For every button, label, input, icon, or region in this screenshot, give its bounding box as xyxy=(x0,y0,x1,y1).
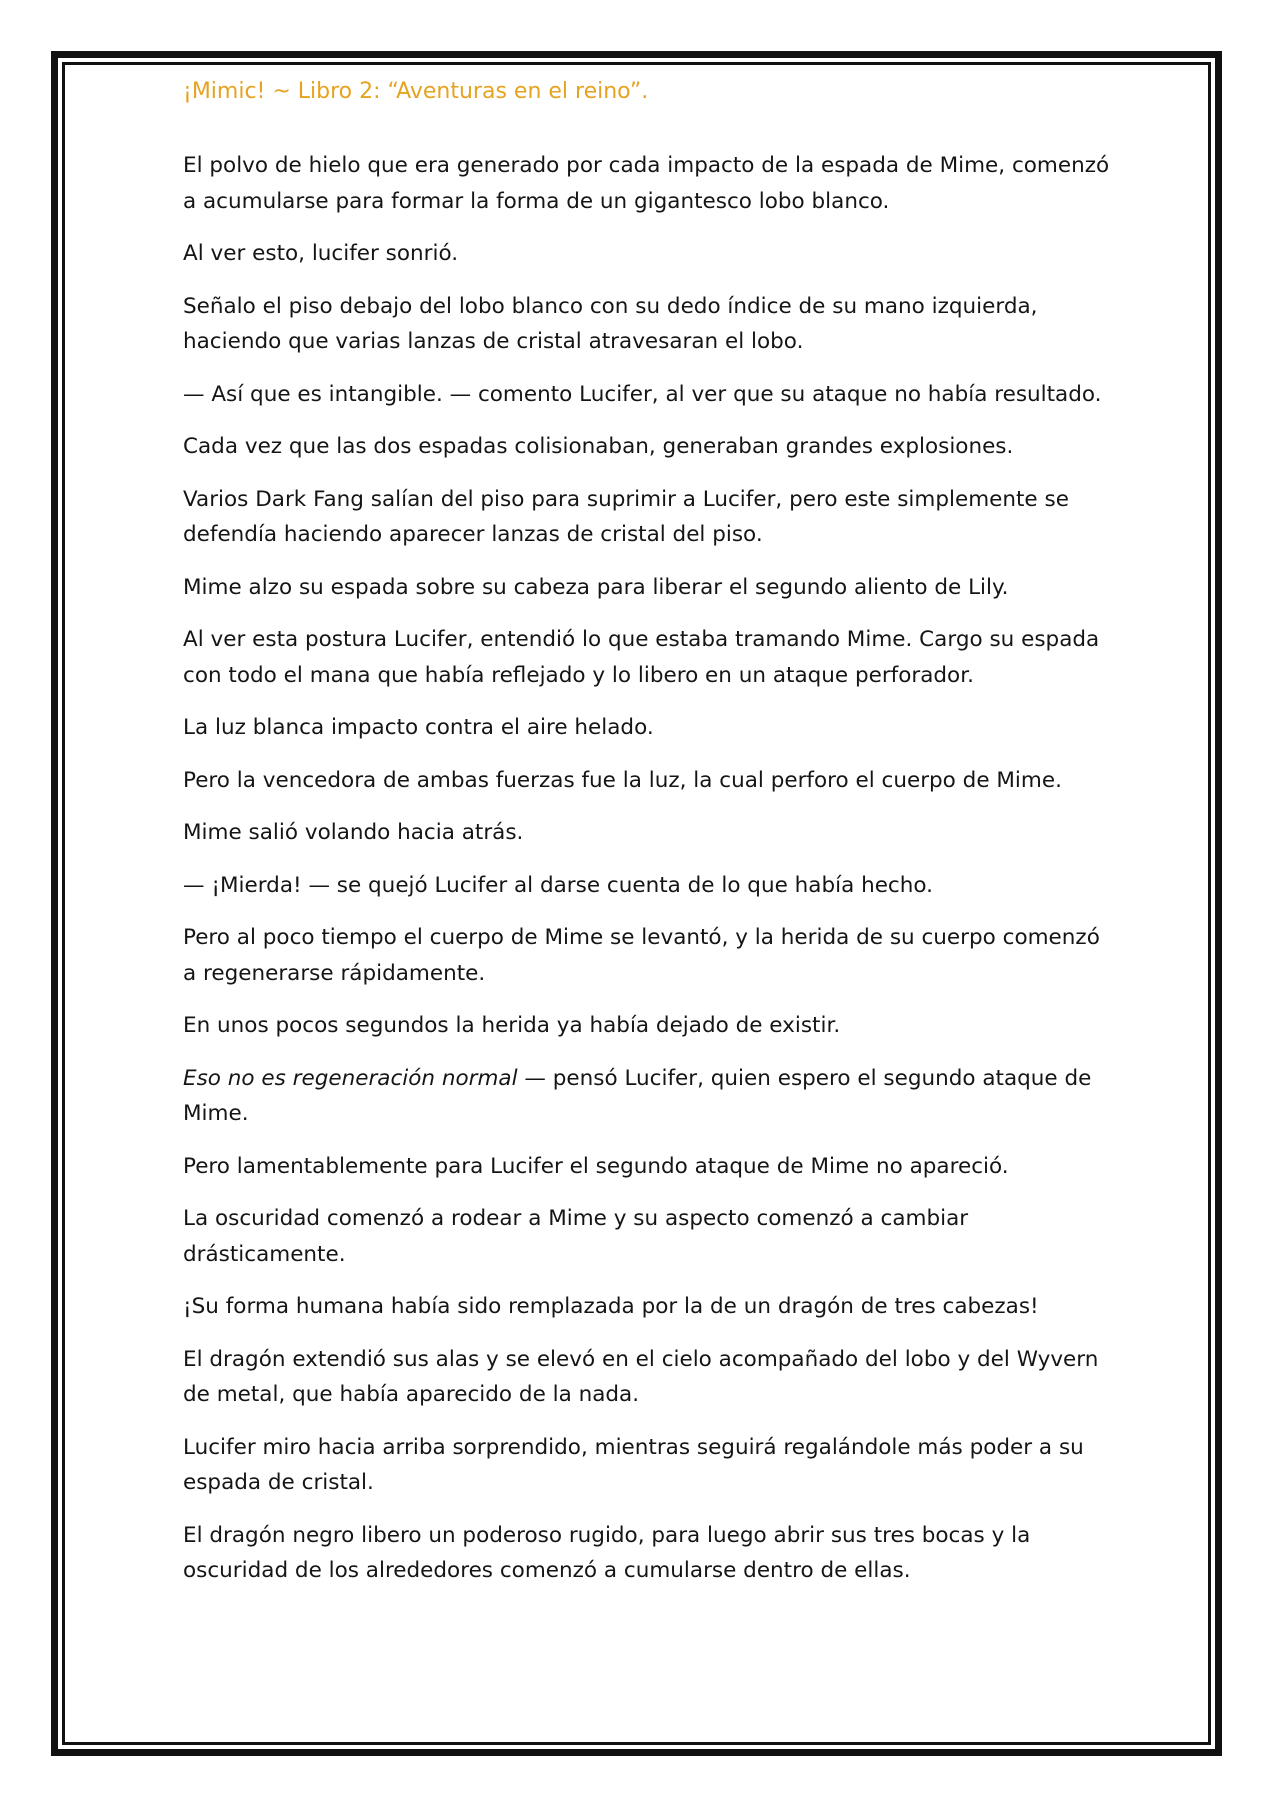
paragraph-8: Al ver esta postura Lucifer, entendió lo que estaba tramando Mime. Cargo su espada con todo el mana que había reflejado y lo libero en un ataque perforador. xyxy=(183,627,1100,688)
paragraph-6: Varios Dark Fang salían del piso para suprimir a Lucifer, pero este simplemente se defendía haciendo aparecer lanzas de cristal del piso. xyxy=(183,486,1069,547)
paragraph-12: — ¡Mierda! — se quejó Lucifer al darse cuenta de lo que había hecho. xyxy=(183,872,933,898)
thought-italic: Eso no es regeneración normal xyxy=(183,1065,518,1091)
page-content xyxy=(183,74,1113,1606)
paragraph-15 xyxy=(183,1061,1113,1132)
paragraph-21: El dragón negro libero un poderoso rugido, para luego abrir sus tres bocas y la oscuridad de los alrededores comenzó a cumularse dentro de ellas. xyxy=(183,1522,1031,1583)
paragraph-2: Al ver esto, lucifer sonrió. xyxy=(183,241,459,266)
paragraph-10: Pero la vencedora de ambas fuerzas fue la luz, la cual perforo el cuerpo de Mime. xyxy=(183,767,1062,793)
paragraph-20: Lucifer miro hacia arriba sorprendido, mientras seguirá regalándole más poder a su espada de cristal. xyxy=(183,1434,1084,1495)
paragraph-19: El dragón extendió sus alas y se elevó en el cielo acompañado del lobo y del Wyvern de metal, que había aparecido de la nada. xyxy=(183,1346,1099,1407)
book-header: ¡Mimic! ~ Libro 2: “Aventuras en el reino”. xyxy=(183,79,649,104)
paragraph-9: La luz blanca impacto contra el aire helado. xyxy=(183,715,654,740)
paragraph-1: El polvo de hielo que era generado por cada impacto de la espada de Mime, comenzó a acumularse para formar la forma de un gigantesco lobo blanco. xyxy=(183,153,1110,214)
paragraph-5: Cada vez que las dos espadas colisionaban, generaban grandes explosiones. xyxy=(183,434,1014,459)
paragraph-7: Mime alzo su espada sobre su cabeza para liberar el segundo aliento de Lily. xyxy=(183,574,1009,600)
paragraph-18: ¡Su forma humana había sido remplazada por la de un dragón de tres cabezas! xyxy=(183,1294,1039,1319)
paragraph-16: Pero lamentablemente para Lucifer el segundo ataque de Mime no apareció. xyxy=(183,1153,1009,1179)
paragraph-11: Mime salió volando hacia atrás. xyxy=(183,820,524,845)
paragraph-14: En unos pocos segundos la herida ya había dejado de existir. xyxy=(183,1013,841,1038)
thought-rest: — pensó Lucifer, quien espero el segundo ataque de Mime. xyxy=(183,1065,1092,1126)
paragraph-13: Pero al poco tiempo el cuerpo de Mime se levantó, y la herida de su cuerpo comenzó a regenerarse rápidamente. xyxy=(183,925,1100,986)
paragraph-3: Señalo el piso debajo del lobo blanco con su dedo índice de su mano izquierda, haciendo que varias lanzas de cristal atravesaran el lobo. xyxy=(183,293,1038,354)
paragraph-17: La oscuridad comenzó a rodear a Mime y su aspecto comenzó a cambiar drásticamente. xyxy=(183,1206,969,1267)
paragraph-4: — Así que es intangible. — comento Lucifer, al ver que su ataque no había resultado. xyxy=(183,381,1102,407)
